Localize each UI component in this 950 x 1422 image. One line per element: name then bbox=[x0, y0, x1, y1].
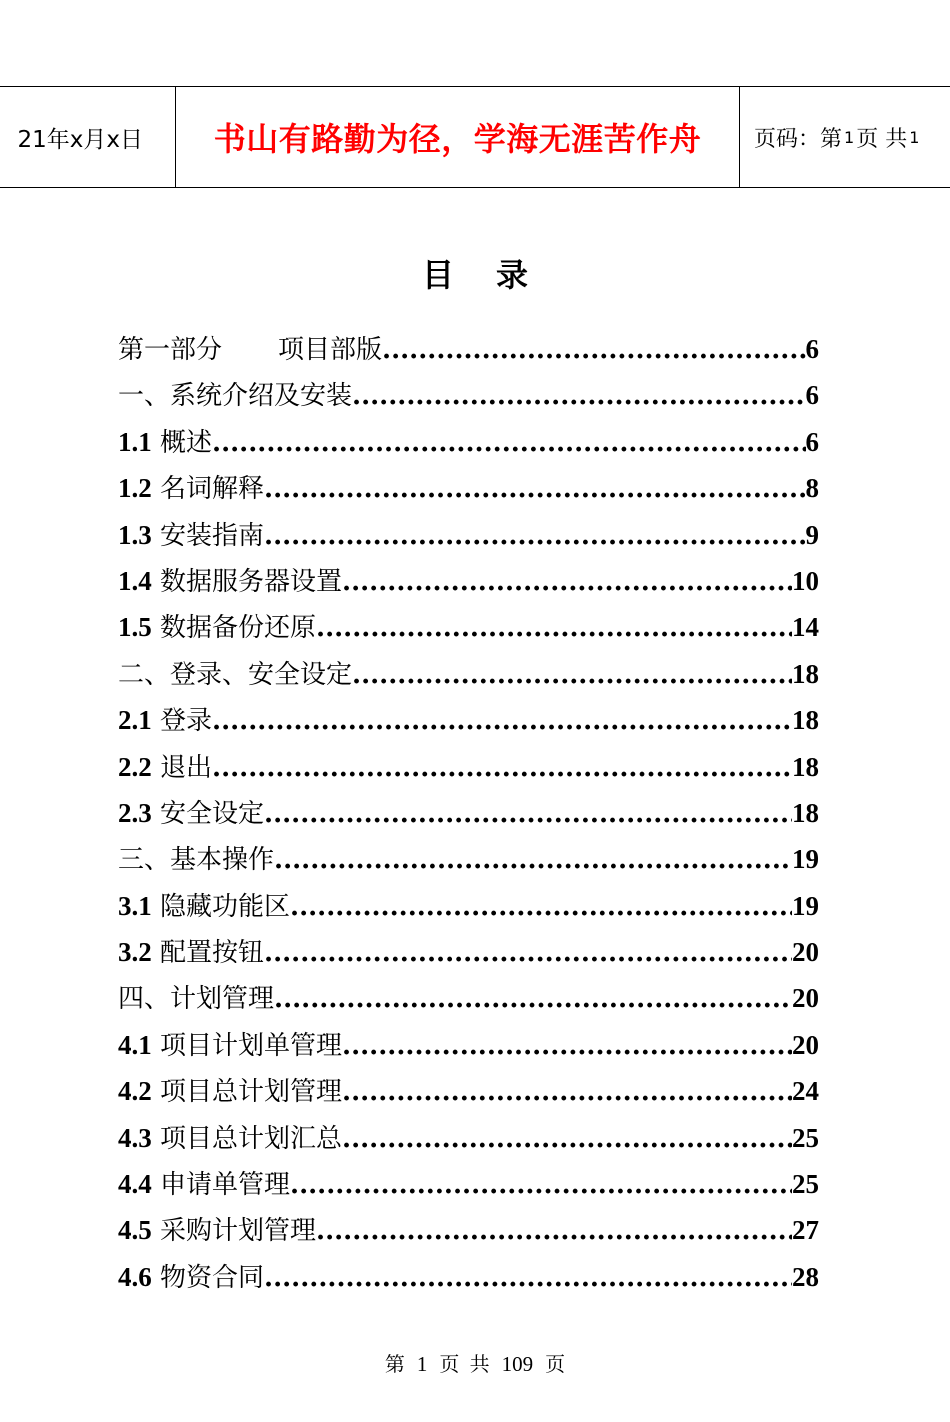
toc-dot-leader bbox=[316, 1208, 792, 1254]
toc-entry-text: 二、登录、安全设定 bbox=[118, 659, 353, 690]
header-page-number bbox=[740, 87, 950, 187]
toc-entry-text: 名词解释 bbox=[160, 474, 265, 505]
toc-entry[interactable] bbox=[118, 1068, 819, 1114]
toc-dot-leader bbox=[352, 373, 805, 419]
toc-entry[interactable] bbox=[118, 1115, 819, 1161]
toc-entry[interactable] bbox=[118, 419, 819, 465]
toc-dot-leader bbox=[264, 513, 805, 559]
toc-entry-page: 14 bbox=[792, 612, 819, 643]
toc-entry-number: 1.4 bbox=[118, 565, 152, 596]
toc-entry-number: 2.1 bbox=[118, 705, 152, 736]
toc-entry-number: 1.2 bbox=[118, 473, 152, 504]
toc-entry[interactable] bbox=[118, 326, 819, 372]
toc-entry-page: 28 bbox=[792, 1261, 819, 1292]
toc-entry-page: 18 bbox=[792, 705, 819, 736]
toc-dot-leader bbox=[342, 1069, 792, 1115]
toc-entry-page: 18 bbox=[792, 751, 819, 782]
toc-dot-leader bbox=[382, 327, 805, 373]
toc-entry-text: 第一部分 bbox=[118, 335, 223, 365]
toc-entry-text: 登录 bbox=[160, 706, 213, 737]
toc-entry-text: 三、基本操作 bbox=[118, 845, 275, 876]
toc-entry[interactable] bbox=[118, 1207, 819, 1253]
toc-entry-label bbox=[118, 697, 212, 744]
toc-entry-number: 1.5 bbox=[118, 612, 152, 643]
toc-dot-leader bbox=[212, 420, 805, 466]
toc-entry-page: 18 bbox=[792, 797, 819, 828]
toc-entry[interactable] bbox=[118, 836, 819, 882]
toc-dot-leader bbox=[274, 837, 792, 883]
toc-entry[interactable] bbox=[118, 372, 819, 418]
toc-entry-label bbox=[118, 837, 274, 883]
toc-entry-text: 安装指南 bbox=[160, 520, 265, 551]
toc-entry-text: 配置按钮 bbox=[160, 938, 265, 969]
toc-entry-text: 安全设定 bbox=[160, 798, 265, 829]
toc-entry-label bbox=[118, 419, 212, 466]
toc-entry[interactable] bbox=[118, 1022, 819, 1068]
toc-entry-label bbox=[118, 327, 382, 373]
toc-dot-leader bbox=[274, 976, 792, 1022]
toc-entry-label bbox=[118, 1254, 264, 1301]
toc-entry-page: 8 bbox=[805, 473, 819, 504]
toc-entry[interactable] bbox=[118, 744, 819, 790]
toc-entry-page: 27 bbox=[792, 1215, 819, 1246]
toc-entry-number: 2.3 bbox=[118, 797, 152, 828]
toc-entry-text: 项目计划单管理 bbox=[160, 1030, 343, 1061]
toc-dot-leader bbox=[342, 1116, 792, 1162]
toc-entry-page: 6 bbox=[805, 380, 819, 411]
toc-entry-label bbox=[118, 604, 316, 651]
toc-entry[interactable] bbox=[118, 465, 819, 511]
toc-dot-leader bbox=[352, 652, 792, 698]
toc-entry-label bbox=[118, 1161, 290, 1208]
footer-total-pages: 109 bbox=[501, 1352, 534, 1376]
toc-entry-number: 4.1 bbox=[118, 1029, 152, 1060]
footer-mid: 页 共 bbox=[439, 1352, 490, 1376]
footer-current-page: 1 bbox=[416, 1352, 428, 1376]
page-footer bbox=[0, 1348, 950, 1377]
toc-entry[interactable] bbox=[118, 929, 819, 975]
toc-entry-number: 3.1 bbox=[118, 890, 152, 921]
toc-entry[interactable] bbox=[118, 512, 819, 558]
toc-entry-page: 25 bbox=[792, 1122, 819, 1153]
toc-entry[interactable] bbox=[118, 1254, 819, 1300]
toc-entry-text: 数据服务器设置 bbox=[160, 566, 343, 597]
toc-entry-page: 24 bbox=[792, 1076, 819, 1107]
toc-entry-number: 4.6 bbox=[118, 1261, 152, 1292]
toc-dot-leader bbox=[342, 1023, 792, 1069]
toc-entry-page: 19 bbox=[792, 890, 819, 921]
toc-entry-page: 20 bbox=[792, 983, 819, 1014]
toc-title: 目录 bbox=[421, 256, 570, 294]
toc-entry-label bbox=[118, 558, 342, 605]
toc-entry-page: 9 bbox=[805, 519, 819, 550]
toc-entry-page: 20 bbox=[792, 937, 819, 968]
toc-entry-text: 一、系统介绍及安装 bbox=[118, 381, 353, 412]
footer-prefix: 第 bbox=[384, 1352, 405, 1376]
toc-entry-page: 19 bbox=[792, 844, 819, 875]
toc-dot-leader bbox=[342, 559, 792, 605]
toc-dot-leader bbox=[264, 1255, 792, 1301]
toc-entry-label bbox=[118, 1022, 342, 1069]
toc-dot-leader bbox=[316, 605, 792, 651]
toc-entry[interactable] bbox=[118, 604, 819, 650]
header-page-label: 页码：第 bbox=[754, 126, 843, 152]
toc-entry-page: 25 bbox=[792, 1169, 819, 1200]
toc-entry-text: 隐藏功能区 bbox=[160, 891, 291, 922]
toc-entry-text: 物资合同 bbox=[160, 1262, 265, 1293]
header-date: 21年x月x日 bbox=[0, 87, 176, 187]
toc-entry[interactable] bbox=[118, 790, 819, 836]
toc-entry-page: 18 bbox=[792, 658, 819, 689]
toc-entry-number: 1.1 bbox=[118, 426, 152, 457]
toc-entry-label bbox=[118, 652, 352, 698]
table-of-contents bbox=[118, 326, 819, 1300]
toc-entry-number: 4.2 bbox=[118, 1076, 152, 1107]
toc-entry-number: 4.3 bbox=[118, 1122, 152, 1153]
toc-entry[interactable] bbox=[118, 558, 819, 604]
footer-suffix: 页 bbox=[545, 1352, 566, 1376]
toc-dot-leader bbox=[212, 698, 792, 744]
toc-entry-number: 4.5 bbox=[118, 1215, 152, 1246]
header-motto: 书山有路勤为径，学海无涯苦作舟 bbox=[176, 87, 740, 187]
toc-entry[interactable] bbox=[118, 883, 819, 929]
toc-entry-number: 1.3 bbox=[118, 519, 152, 550]
toc-entry-text: 项目总计划管理 bbox=[160, 1077, 343, 1108]
toc-entry-label bbox=[118, 929, 264, 976]
toc-entry-subtext: 项目部版 bbox=[278, 335, 383, 365]
toc-entry[interactable] bbox=[118, 1161, 819, 1207]
toc-entry-text: 项目总计划汇总 bbox=[160, 1123, 343, 1154]
toc-dot-leader bbox=[264, 791, 792, 837]
toc-dot-leader bbox=[264, 466, 805, 512]
toc-entry-label bbox=[118, 465, 264, 512]
toc-entry-label bbox=[118, 1068, 342, 1115]
toc-entry-number: 3.2 bbox=[118, 937, 152, 968]
toc-entry-page: 10 bbox=[792, 565, 819, 596]
toc-entry-label bbox=[118, 744, 212, 791]
page-header bbox=[0, 86, 950, 188]
toc-entry-text: 申请单管理 bbox=[160, 1170, 291, 1201]
toc-entry-text: 退出 bbox=[160, 752, 213, 783]
toc-entry-label bbox=[118, 1207, 316, 1254]
toc-entry-text: 采购计划管理 bbox=[160, 1216, 317, 1247]
toc-entry-number: 4.4 bbox=[118, 1169, 152, 1200]
toc-dot-leader bbox=[212, 745, 792, 791]
header-page-total: 1 bbox=[909, 127, 920, 147]
toc-entry-text: 概述 bbox=[160, 427, 213, 458]
toc-entry-label bbox=[118, 883, 290, 930]
toc-entry-page: 20 bbox=[792, 1029, 819, 1060]
header-page-num: 1 bbox=[844, 127, 855, 147]
toc-entry-label bbox=[118, 976, 274, 1022]
header-page-mid: 页 共 bbox=[856, 126, 908, 152]
toc-entry-page: 6 bbox=[805, 426, 819, 457]
toc-entry-label bbox=[118, 373, 352, 419]
toc-entry[interactable] bbox=[118, 697, 819, 743]
toc-entry-label bbox=[118, 512, 264, 559]
toc-entry-label bbox=[118, 1115, 342, 1162]
toc-entry-text: 四、计划管理 bbox=[118, 984, 275, 1015]
toc-entry-text: 数据备份还原 bbox=[160, 613, 317, 644]
toc-dot-leader bbox=[264, 930, 792, 976]
toc-entry[interactable] bbox=[118, 651, 819, 697]
toc-dot-leader bbox=[290, 884, 792, 930]
toc-entry-page: 6 bbox=[805, 334, 819, 364]
toc-dot-leader bbox=[290, 1162, 792, 1208]
toc-entry-number: 2.2 bbox=[118, 751, 152, 782]
toc-entry-label bbox=[118, 790, 264, 837]
toc-entry[interactable] bbox=[118, 975, 819, 1021]
